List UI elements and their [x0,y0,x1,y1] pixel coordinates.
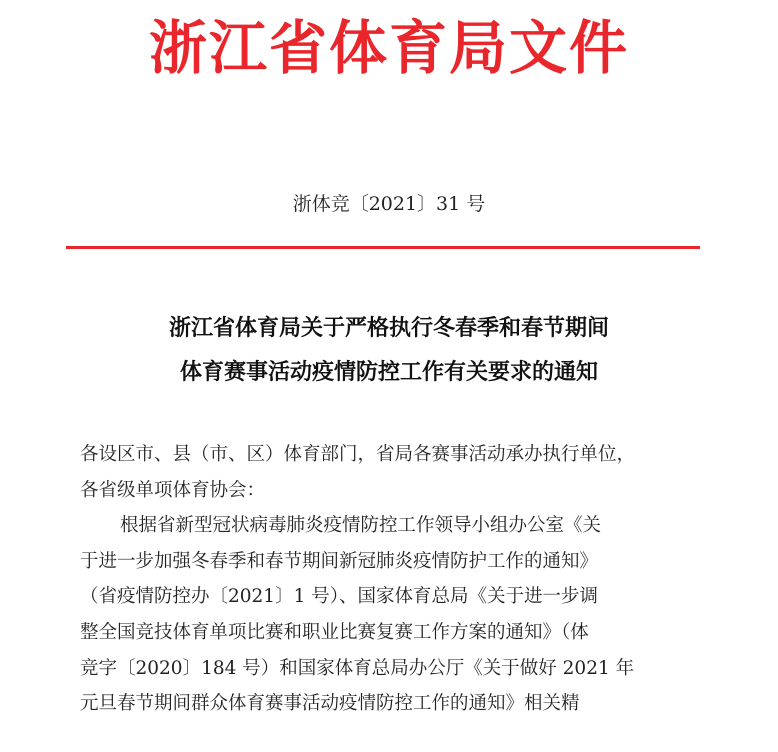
document-number: 浙体竞〔2021〕31 号 [292,193,486,215]
body-line: 整全国竞技体育单项比赛和职业比赛复赛工作方案的通知》（体 [80,621,589,643]
body-line: 元旦春节期间群众体育赛事活动疫情防控工作的通知》相关精 [80,693,580,715]
document-masthead: 浙江省体育局文件 [148,14,629,82]
body-line: 于进一步加强冬春季和春节期间新冠肺炎疫情防护工作的通知》 [80,550,599,572]
body-line: （省疫情防控办〔2021〕1 号）、国家体育总局《关于进一步调 [80,586,598,608]
document-body [80,437,700,722]
red-divider-line [66,246,700,249]
body-line: 竞字〔2020〕184 号）和国家体育总局办公厅《关于做好 2021 年 [80,657,635,679]
addressee-line: 各省级单项体育协会： [80,479,266,501]
document-title [0,306,778,394]
addressee-line: 各设区市、县（市、区）体育部门，省局各赛事活动承办执行单位， [80,444,636,465]
body-line: 根据省新型冠状病毒肺炎疫情防控工作领导小组办公室《关 [120,515,602,537]
title-line: 浙江省体育局关于严格执行冬春季和春节期间 [168,315,609,341]
title-line: 体育赛事活动疫情防控工作有关要求的通知 [179,359,598,385]
